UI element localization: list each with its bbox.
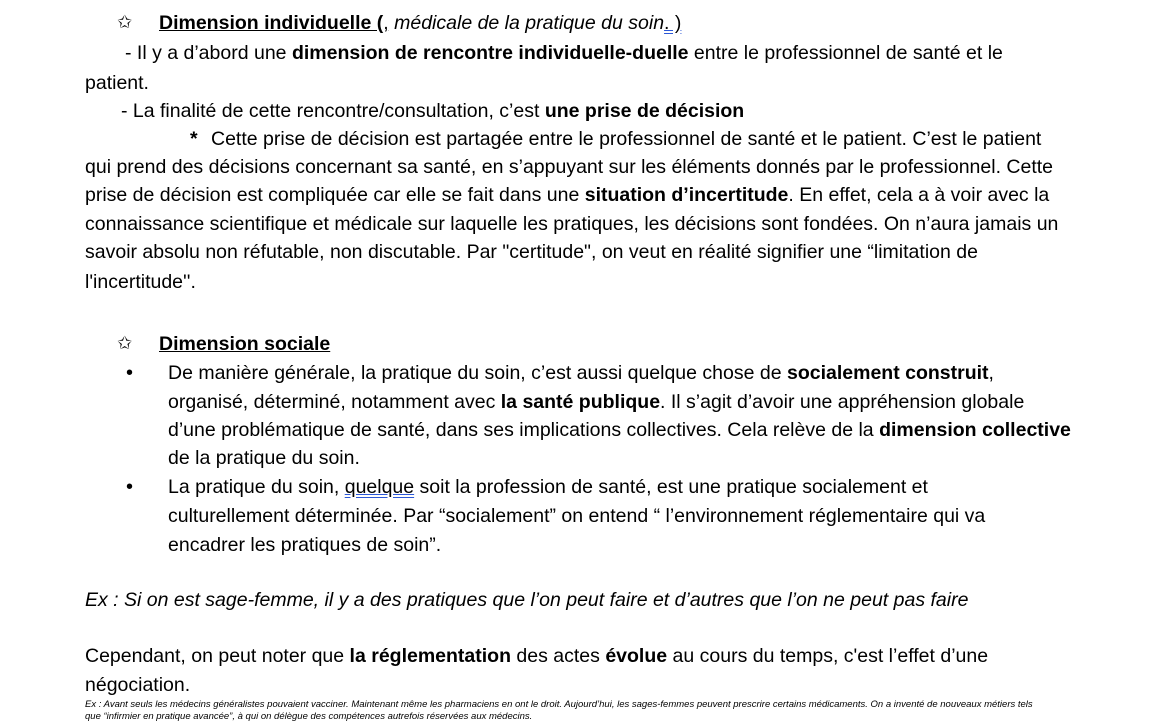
footnote-line: que “infirmier en pratique avancée”, à qui on délègue des compétences autrefois réservées aux médecins. — [85, 711, 533, 722]
list-item-line: culturellement déterminée. Par “socialement” on entend “ l’environnement réglementaire qui va — [168, 505, 986, 527]
paragraph-line: savoir absolu non réfutable, non discutable. Par "certitude", on veut en réalité signifier une “limitation de — [85, 241, 978, 263]
list-item-line: de la pratique du soin. — [168, 447, 360, 469]
section-heading-social: Dimension sociale — [159, 333, 331, 355]
footnote-line: Ex : Avant seuls les médecins généralistes pouvaient vacciner. Maintenant même les pharmaciens en ont le droit. Aujourd’hui, les sages-femmes peuvent prescrire certains médicaments. On a inventé de nouveaux métiers tels — [85, 699, 1033, 710]
paragraph-line: qui prend des décisions concernant sa santé, en s’appuyant sur les éléments donnés par le professionnel. Cette — [85, 156, 1054, 178]
conclusion-line: négociation. — [85, 674, 191, 696]
paragraph-line: Cette prise de décision est partagée entre le professionnel de santé et le patient. C’est le patient — [211, 128, 1042, 150]
list-item-line: d’une problématique de santé, dans ses implications collectives. Cela relève de la dimension collective — [168, 419, 1071, 441]
paragraph-line: - La finalité de cette rencontre/consultation, c’est une prise de décision — [121, 100, 745, 122]
list-item-line: La pratique du soin, quelque soit la profession de santé, est une pratique socialement et — [168, 476, 928, 498]
paragraph-line: l'incertitude''. — [85, 271, 196, 293]
bullet-icon: • — [126, 476, 134, 498]
conclusion-line: Cependant, on peut noter que la réglementation des actes évolue au cours du temps, c'est l’effet d’une — [85, 645, 989, 667]
list-item-line: organisé, déterminé, notamment avec la santé publique. Il s’agit d’avoir une appréhension globale — [168, 391, 1025, 413]
paragraph-line: prise de décision est compliquée car elle se fait dans une situation d’incertitude. En effet, cela a à voir avec la — [85, 184, 1050, 206]
star-icon: ✩ — [117, 333, 133, 353]
star-icon: ✩ — [117, 12, 133, 32]
paragraph-line: - Il y a d’abord une dimension de rencontre individuelle-duelle entre le professionnel de santé et le — [125, 42, 1003, 64]
example-line: Ex : Si on est sage-femme, il y a des pratiques que l’on peut faire et d’autres que l’on ne peut pas faire — [85, 589, 969, 611]
paragraph-line: patient. — [85, 72, 149, 94]
section-heading-individual: Dimension individuelle (, médicale de la pratique du soin. ) — [159, 12, 682, 34]
bullet-icon: • — [126, 362, 134, 384]
list-item-line: De manière générale, la pratique du soin, c’est aussi quelque chose de socialement construit, — [168, 362, 994, 384]
list-item-line: encadrer les pratiques de soin”. — [168, 534, 442, 556]
asterisk-marker: * — [190, 128, 198, 150]
paragraph-line: connaissance scientifique et médicale sur laquelle les pratiques, les décisions sont fondées. On n’aura jamais un — [85, 213, 1059, 235]
